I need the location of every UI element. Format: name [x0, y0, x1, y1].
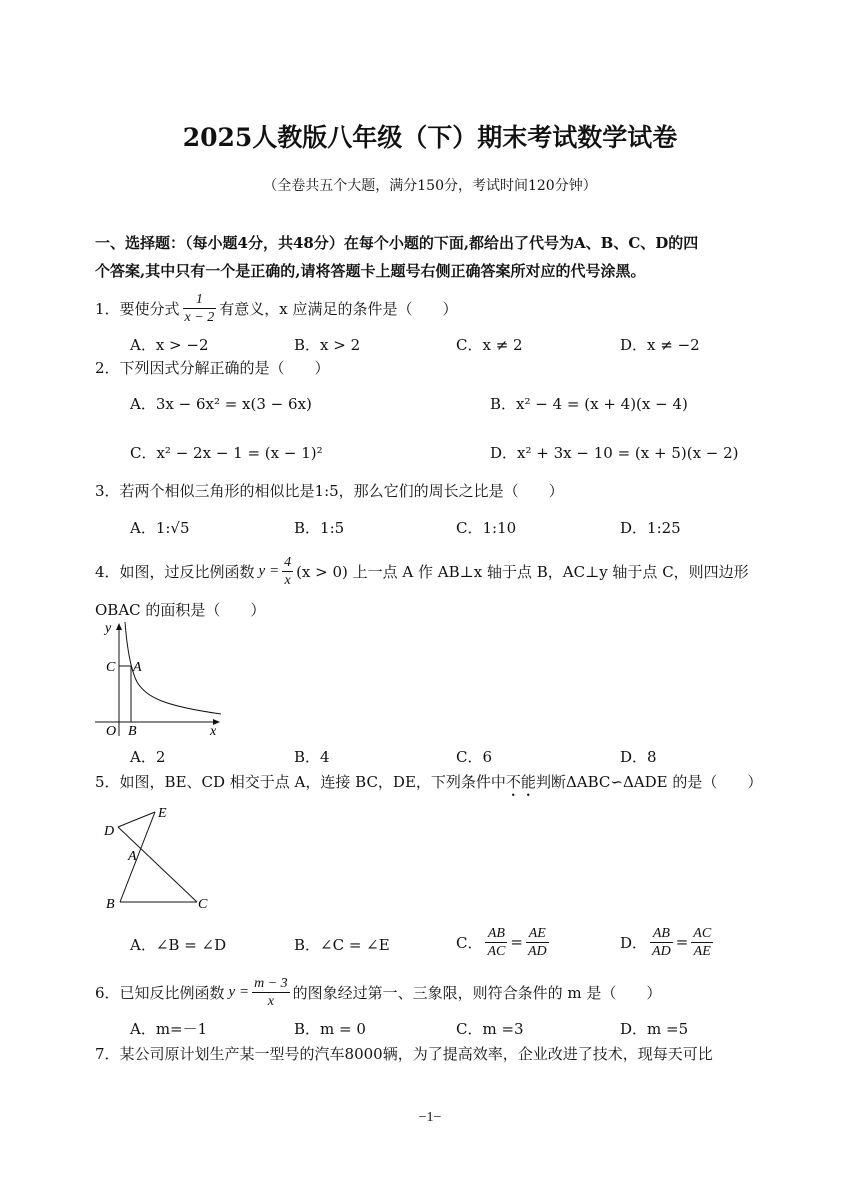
section-heading-line1: 一、选择题：（每小题4分，共48分）在每个小题的下面,都给出了代号为A、B、C、D的四	[95, 234, 699, 252]
q5-segment-de	[118, 812, 155, 827]
q4-label-x: x	[210, 724, 217, 739]
q6-function-lhs: y =	[228, 983, 250, 1000]
q5-figure	[100, 802, 220, 914]
question-5-stem	[95, 771, 762, 800]
section-heading-line2: 个答案,其中只有一个是正确的,请将答题卡上题号右侧正确答案所对应的代号涂黑。	[95, 262, 646, 280]
page-title: 2025人教版八年级（下）期末考试数学试卷	[182, 123, 678, 152]
question-6-stem	[95, 972, 661, 1012]
question-7-stem: 7．某公司原计划生产某一型号的汽车8000辆，为了提高效率，企业改进了技术，现每天可比	[95, 1045, 713, 1063]
q4-suffix: (x > 0) 上一点 A 作 AB⊥x 轴于点 B，AC⊥y 轴于点 C，则四边形	[296, 562, 749, 581]
q5-option-c-frac1-num: AB	[485, 925, 507, 943]
q4-fraction	[282, 554, 293, 589]
q4-figure	[95, 618, 230, 740]
q1-option-c[interactable]: C．x ≠ 2	[456, 336, 523, 354]
q6-prefix: 6．已知反比例函数	[95, 983, 225, 1002]
q5-option-a[interactable]: A．∠B = ∠D	[130, 936, 227, 954]
q4-fraction-numerator: 4	[284, 554, 292, 570]
q4-label-y: y	[105, 621, 112, 636]
q6-fraction-numerator: m − 3	[254, 975, 288, 991]
q3-option-d[interactable]: D．1:25	[620, 519, 681, 537]
q4-option-b[interactable]: B．4	[294, 748, 330, 766]
q4-label-c: C	[106, 660, 116, 675]
q5-option-c-eq: =	[510, 933, 523, 951]
q5-option-c-frac2	[526, 925, 549, 960]
q5-option-c-frac1-den: AC	[487, 943, 506, 959]
q1-option-d[interactable]: D．x ≠ −2	[620, 336, 700, 354]
q2-option-d[interactable]: D．x² + 3x − 10 = (x + 5)(x − 2)	[490, 444, 739, 462]
question-1-stem	[95, 288, 457, 328]
q5-option-c-label: C．	[456, 933, 483, 952]
question-2-stem: 2．下列因式分解正确的是（ ）	[95, 359, 330, 377]
q1-fraction	[183, 291, 217, 326]
q5-option-d-frac2-num: AC	[693, 925, 712, 941]
q4-option-c[interactable]: C．6	[456, 748, 493, 766]
q4-option-a[interactable]: A．2	[130, 748, 166, 766]
question-4-line2: OBAC 的面积是（ ）	[95, 601, 266, 619]
q4-y-axis-arrow	[116, 623, 122, 630]
q5-option-d-label: D．	[620, 933, 648, 952]
q6-option-b[interactable]: B．m = 0	[294, 1020, 366, 1038]
q5-segment-dc	[118, 827, 197, 902]
q1-option-a[interactable]: A．x > −2	[130, 336, 209, 354]
q5-label-e: E	[158, 806, 167, 821]
q6-suffix: 的图象经过第一、三象限，则符合条件的 m 是（ ）	[292, 983, 662, 1002]
page-subtitle: （全卷共五个大题，满分150分，考试时间120分钟）	[263, 178, 597, 194]
q5-option-c-frac2-den: AD	[527, 943, 547, 959]
q1-prefix: 1．要使分式	[95, 299, 180, 318]
q5-option-d-frac1-den: AD	[652, 943, 671, 959]
q2-option-b[interactable]: B．x² − 4 = (x + 4)(x − 4)	[490, 395, 688, 413]
q4-label-a: A	[133, 660, 142, 675]
q5-option-d-frac1-num: AB	[650, 925, 673, 943]
q6-option-d[interactable]: D．m =5	[620, 1020, 689, 1038]
q3-option-c[interactable]: C．1:10	[456, 519, 517, 537]
q2-option-a[interactable]: A．3x − 6x² = x(3 − 6x)	[130, 395, 312, 413]
q3-option-a[interactable]: A．1:√5	[130, 519, 190, 537]
question-3-stem: 3．若两个相似三角形的相似比是1:5，那么它们的周长之比是（ ）	[95, 482, 564, 500]
q6-option-a[interactable]: A．m=－1	[130, 1020, 208, 1038]
q4-label-b: B	[128, 724, 137, 739]
q5-option-d-frac2	[691, 925, 713, 960]
q5-suffix: 判断ΔABC∽ΔADE 的是（ ）	[535, 773, 763, 791]
q3-option-b[interactable]: B．1:5	[294, 519, 345, 537]
q1-option-b[interactable]: B．x > 2	[294, 336, 361, 354]
q5-emphasis: 不能	[505, 773, 536, 791]
q5-option-d-eq: =	[675, 933, 689, 951]
q5-label-d: D	[104, 824, 115, 839]
q6-fraction-denominator: x	[267, 993, 274, 1009]
q5-option-c-frac2-num: AE	[526, 925, 549, 943]
q5-label-c: C	[198, 897, 208, 912]
q5-option-d-frac1	[650, 925, 673, 960]
q6-fraction	[252, 975, 290, 1010]
q4-option-d[interactable]: D．8	[620, 748, 657, 766]
q1-fraction-denominator: x − 2	[184, 309, 215, 325]
q5-label-b: B	[106, 897, 115, 912]
q1-suffix: 有意义，x 应满足的条件是（ ）	[219, 299, 458, 318]
q6-option-c[interactable]: C．m =3	[456, 1020, 524, 1038]
q5-option-b[interactable]: B．∠C = ∠E	[294, 936, 390, 954]
q4-fraction-denominator: x	[284, 572, 291, 588]
q4-label-o: O	[106, 724, 117, 739]
q1-fraction-numerator: 1	[183, 291, 217, 309]
q2-option-c[interactable]: C．x² − 2x − 1 = (x − 1)²	[130, 444, 323, 462]
q5-option-c-frac1	[485, 925, 507, 960]
q5-label-a: A	[128, 849, 137, 864]
q5-option-d[interactable]	[620, 922, 716, 962]
page-number: −1−	[418, 1110, 442, 1125]
q5-option-d-frac2-den: AE	[693, 943, 711, 959]
q5-prefix: 5．如图，BE、CD 相交于点 A，连接 BC，DE，下列条件中	[95, 773, 506, 791]
q5-option-c[interactable]	[456, 922, 552, 962]
q4-function-lhs: y =	[258, 562, 280, 579]
q4-prefix: 4．如图，过反比例函数	[95, 562, 255, 581]
question-4-stem	[95, 551, 749, 591]
